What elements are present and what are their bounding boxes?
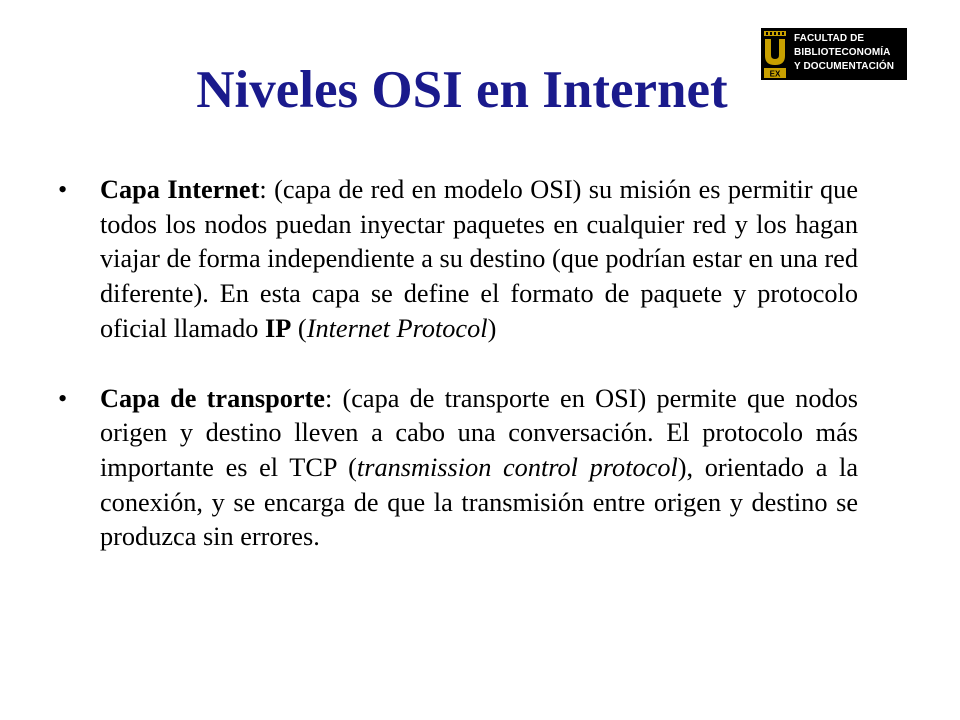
bullet-term: Capa Internet <box>100 175 260 204</box>
bullet-text: : (capa de red en modelo OSI) su misión es permitir que todos los nodos puedan inyectar paquetes en cualquier red y los hagan viajar de forma independiente a su destino (que podrían estar en una red diferente). En esta capa se define el formato de paquete y protocolo oficial llamado <box>100 175 858 343</box>
bullet-list <box>58 173 858 555</box>
bullet-text: ( <box>291 313 307 343</box>
logo-line-3: Y DOCUMENTACIÓN <box>794 61 895 72</box>
logo-line-2: BIBLIOTECONOMÍA <box>794 47 891 58</box>
logo-wordmark <box>789 28 907 80</box>
bullet-italic: Internet Protocol <box>306 313 488 343</box>
faculty-logo <box>761 28 907 80</box>
bullet-italic: transmission control protocol <box>356 452 678 482</box>
logo-line-1: FACULTAD DE <box>794 33 865 44</box>
bullet-text: ), orientado a la conexión, y se encarga de que la transmisión entre origen y destino se produzca sin errores. <box>100 452 858 552</box>
bullet-marker: • <box>58 383 68 413</box>
slide-title: Niveles OSI en Internet <box>196 61 728 119</box>
bullet-term: Capa de transporte <box>100 383 325 413</box>
svg-text:EX: EX <box>769 69 781 79</box>
bullet-text: ) <box>487 313 497 343</box>
bullet-text: : (capa de transporte en OSI) permite que nodos origen y destino lleven a cabo una conversación. El protocolo más importante es el TCP ( <box>100 383 858 482</box>
bullet-marker: • <box>58 175 68 204</box>
bullet-capa-transporte <box>58 382 858 556</box>
bullet-capa-internet <box>58 173 858 347</box>
bullet-emphasis: IP <box>265 313 292 343</box>
university-emblem-icon <box>761 28 789 80</box>
